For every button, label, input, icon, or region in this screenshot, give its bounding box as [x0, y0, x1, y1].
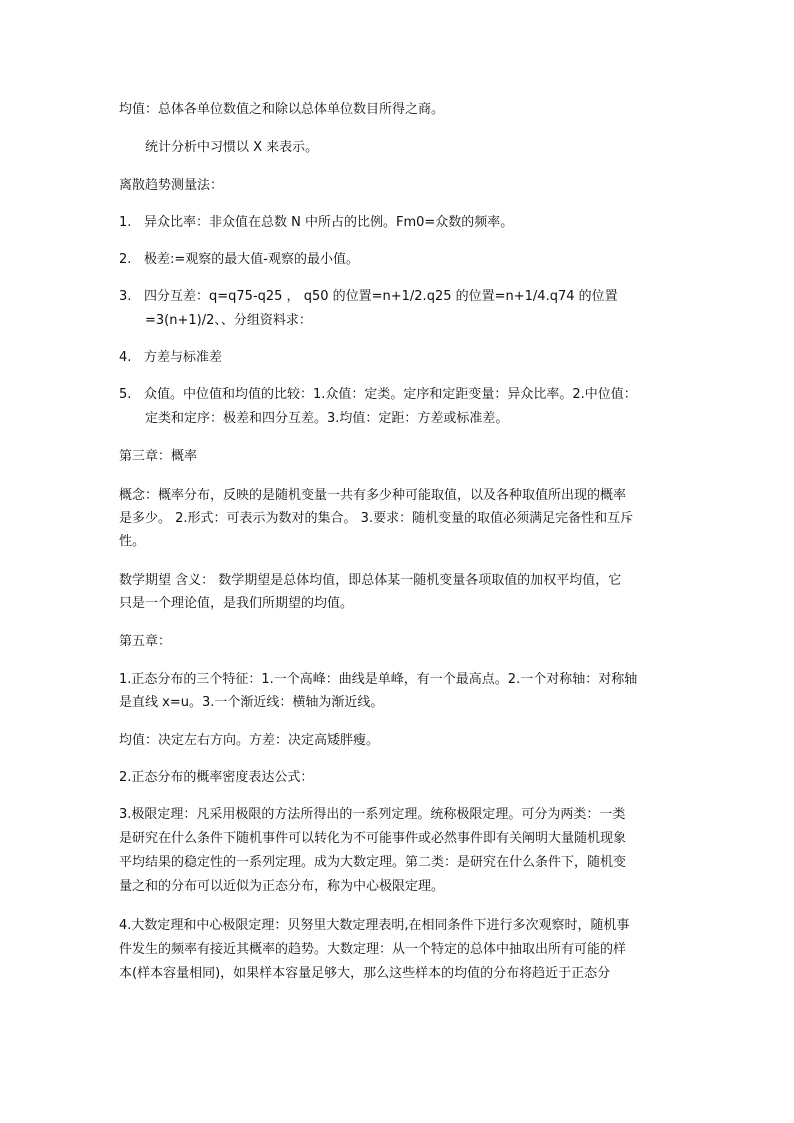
- list-number: 2.: [119, 252, 132, 267]
- list-continuation: 定类和定序：极差和四分互差。3.均值：定距：方差或标准差。: [145, 411, 509, 426]
- list-text: 众值。中位值和均值的比较：1.众值：定类。定序和定距变量：异众比率。2.中位值：: [144, 387, 637, 402]
- mean-definition: 均值：总体各单位数值之和除以总体单位数目所得之商。: [119, 102, 445, 117]
- list-item: [119, 385, 679, 405]
- concept-paragraph-line: 是多少。 2.形式：可表示为数对的集合。 3.要求：随机变量的取值必须满足完备性和互斥: [119, 511, 634, 526]
- normal-features-line: 1.正态分布的三个特征：1.一个高峰：曲线是单峰，有一个最高点。2.一个对称轴：对称轴: [119, 672, 638, 687]
- lln-clt-line: 本(样本容量相同)，如果样本容量足够大，那么这些样本的均值的分布将趋近于正态分: [119, 966, 611, 981]
- list-number: 3.: [119, 289, 132, 304]
- list-number: 4.: [119, 350, 132, 365]
- list-number: 5.: [119, 387, 132, 402]
- lln-clt-line: 4.大数定理和中心极限定理：贝努里大数定理表明,在相同条件下进行多次观察时，随机事: [119, 918, 630, 933]
- list-text: 异众比率：非众值在总数 N 中所占的比例。Fm0=众数的频率。: [144, 215, 514, 230]
- mean-variance-note: 均值：决定左右方向。方差：决定高矮胖瘦。: [119, 733, 380, 748]
- chapter-3-heading: 第三章：概率: [119, 449, 198, 464]
- concept-paragraph-line: 概念：概率分布，反映的是随机变量一共有多少种可能取值，以及各种取值所出现的概率: [119, 488, 627, 503]
- limit-theorem-line: 平均结果的稳定性的一系列定理。成为大数定理。第二类：是研究在什么条件下，随机变: [119, 855, 627, 870]
- chapter-5-heading: 第五章：: [119, 634, 172, 649]
- limit-theorem-line: 量之和的分布可以近似为正态分布，称为中心极限定理。: [119, 879, 445, 894]
- list-text: 四分互差：q=q75-q25 ， q50 的位置=n+1/2.q25 的位置=n+1/4.q74 的位置: [144, 289, 618, 304]
- normal-features-line: 是直线 x=u。3.一个渐近线：横轴为渐近线。: [119, 695, 384, 710]
- expectation-paragraph-line: 只是一个理论值，是我们所期望的均值。: [119, 596, 354, 611]
- list-item: [119, 213, 679, 233]
- list-text: 方差与标准差: [144, 350, 223, 365]
- concept-paragraph-line: 性。: [119, 534, 146, 549]
- mean-notation: 统计分析中习惯以 X 来表示。: [145, 140, 319, 155]
- normal-density-heading: 2.正态分布的概率密度表达公式：: [119, 770, 314, 785]
- list-text: 极差:=观察的最大值-观察的最小值。: [144, 252, 359, 267]
- list-item: [119, 250, 679, 270]
- list-continuation: =3(n+1)/2、、分组资料求：: [145, 313, 312, 328]
- expectation-paragraph-line: 数学期望 含义： 数学期望是总体均值，即总体某一随机变量各项取值的加权平均值，它: [119, 573, 622, 588]
- dispersion-heading: 离散趋势测量法：: [119, 178, 224, 193]
- list-item: [119, 348, 679, 368]
- limit-theorem-line: 3.极限定理：凡采用极限的方法所得出的一系列定理。统称极限定理。可分为两类：一类: [119, 807, 626, 822]
- list-item: [119, 287, 679, 307]
- limit-theorem-line: 是研究在什么条件下随机事件可以转化为不可能事件或必然事件即有关阐明大量随机现象: [119, 831, 627, 846]
- list-number: 1.: [119, 215, 132, 230]
- lln-clt-line: 件发生的频率有接近其概率的趋势。大数定理：从一个特定的总体中抽取出所有可能的样: [119, 942, 627, 957]
